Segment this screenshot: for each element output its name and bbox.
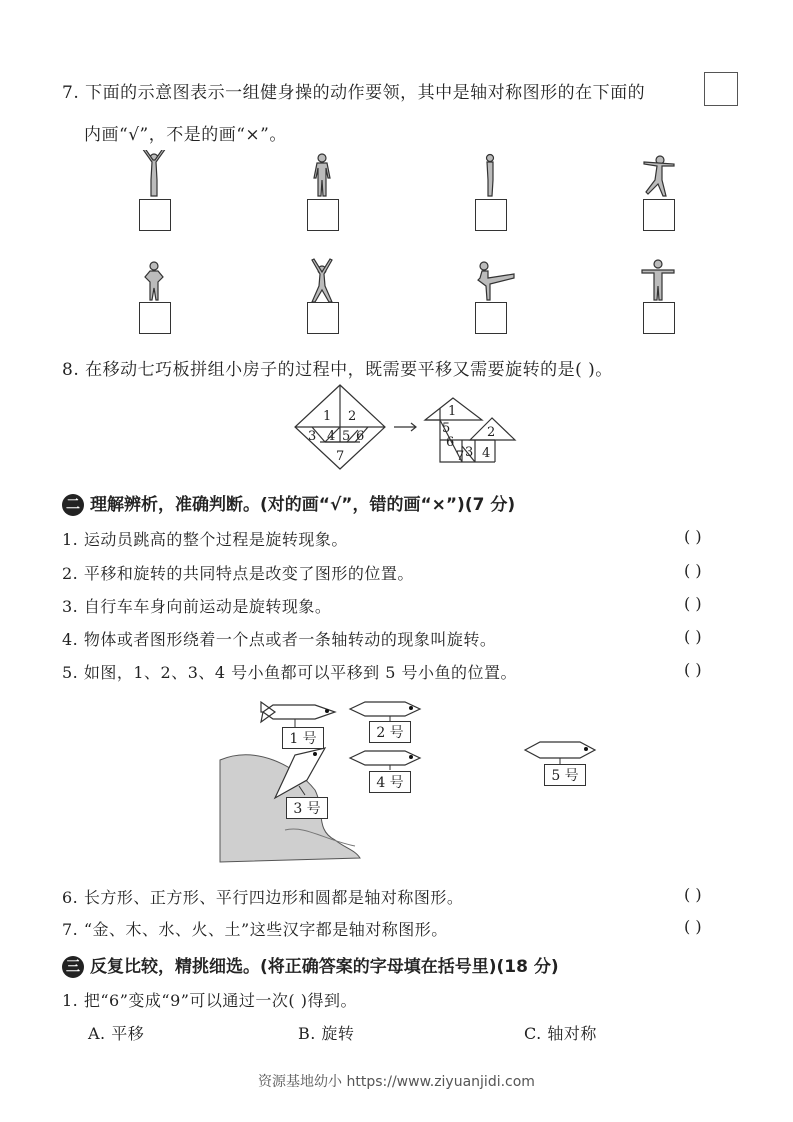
s3-option-c[interactable]: C. 轴对称	[524, 1024, 597, 1043]
s2-paren-5[interactable]: ( )	[684, 660, 702, 679]
q8-right-piece-4: 4	[482, 446, 491, 461]
s3-q1: 1. 把“6”变成“9”可以通过一次( )得到。	[62, 991, 358, 1010]
section3-title: 反复比较，精挑细选。(将正确答案的字母填在括号里)(18 分)	[90, 957, 559, 977]
q8-tangram-diagram	[290, 380, 540, 475]
section3-badge: 三	[62, 956, 84, 978]
section2-badge: 二	[62, 494, 84, 516]
figure-arms-horizontal-icon	[642, 260, 674, 300]
s2-item-4: 4. 物体或者图形绕着一个点或者一条轴转动的现象叫旋转。	[62, 630, 497, 649]
fish-label-2: 2 号	[369, 721, 411, 743]
q7-answer-box-8[interactable]	[643, 302, 675, 334]
s2-item-2: 2. 平移和旋转的共同特点是改变了图形的位置。	[62, 564, 414, 583]
q7-line1: 7. 下面的示意图表示一组健身操的动作要领，其中是轴对称图形的在下面的	[62, 83, 646, 103]
s3-option-a[interactable]: A. 平移	[88, 1024, 145, 1043]
fish-label-3: 3 号	[286, 797, 328, 819]
s2-paren-7[interactable]: ( )	[684, 917, 702, 936]
q7-answer-box-2[interactable]	[307, 199, 339, 231]
q8-left-piece-6: 6	[356, 429, 365, 444]
q8-right-piece-5: 5	[442, 421, 451, 436]
fish-1-icon	[261, 702, 335, 722]
s2-paren-6[interactable]: ( )	[684, 885, 702, 904]
s2-paren-3[interactable]: ( )	[684, 594, 702, 613]
q8-text: 8. 在移动七巧板拼组小房子的过程中，既需要平移又需要旋转的是( )。	[62, 360, 613, 380]
q8-right-piece-1: 1	[448, 404, 457, 419]
figure-leg-raised-icon	[478, 262, 514, 300]
fish-label-1: 1 号	[282, 727, 324, 749]
footer-source: 资源基地幼小 https://www.ziyuanjidi.com	[258, 1074, 535, 1090]
section3-header	[62, 952, 559, 978]
figure-arms-up-legs-apart-icon	[312, 259, 332, 302]
section2-header	[62, 490, 515, 516]
q8-left-piece-4: 4	[327, 429, 336, 444]
s2-item-3: 3. 自行车车身向前运动是旋转现象。	[62, 597, 332, 616]
q8-left-piece-1: 1	[323, 409, 332, 424]
s2-item-5: 5. 如图，1、2、3、4 号小鱼都可以平移到 5 号小鱼的位置。	[62, 663, 518, 682]
q8-right-piece-6: 6	[446, 435, 455, 450]
q8-left-piece-5: 5	[342, 429, 351, 444]
figure-side-standing-icon	[487, 155, 494, 197]
q8-right-piece-7: 7	[456, 449, 465, 464]
q8-left-piece-2: 2	[348, 409, 357, 424]
q7-answer-box-4[interactable]	[643, 199, 675, 231]
q7-answer-box-5[interactable]	[139, 302, 171, 334]
s2-paren-2[interactable]: ( )	[684, 561, 702, 580]
q8-left-piece-7: 7	[336, 449, 345, 464]
s2-paren-1[interactable]: ( )	[684, 527, 702, 546]
figure-arms-out-leg-back-icon	[644, 156, 674, 196]
q7-answer-box-3[interactable]	[475, 199, 507, 231]
q8-right-piece-2: 2	[487, 425, 496, 440]
q7-inline-answer-box[interactable]	[704, 72, 738, 106]
q8-left-piece-3: 3	[308, 429, 317, 444]
section2-title: 理解辨析，准确判断。(对的画“√”，错的画“×”)(7 分)	[90, 495, 516, 515]
s2-item-6: 6. 长方形、正方形、平行四边形和圆都是轴对称图形。	[62, 888, 464, 907]
figure-standing-icon	[314, 154, 330, 196]
q7-answer-box-1[interactable]	[139, 199, 171, 231]
q7-answer-box-7[interactable]	[475, 302, 507, 334]
s3-option-b[interactable]: B. 旋转	[298, 1024, 355, 1043]
figure-arms-up-icon	[142, 150, 166, 196]
q8-right-piece-3: 3	[465, 445, 474, 460]
q7-answer-box-6[interactable]	[307, 302, 339, 334]
s2-item-1: 1. 运动员跳高的整个过程是旋转现象。	[62, 530, 348, 549]
q7-line2: 内画“√”，不是的画“×”。	[84, 125, 287, 145]
fish-label-5: 5 号	[544, 764, 586, 786]
fish-label-4: 4 号	[369, 771, 411, 793]
figure-hands-on-hips-icon	[145, 262, 163, 300]
s2-item-7: 7. “金、木、水、火、土”这些汉字都是轴对称图形。	[62, 920, 448, 939]
s2-paren-4[interactable]: ( )	[684, 627, 702, 646]
